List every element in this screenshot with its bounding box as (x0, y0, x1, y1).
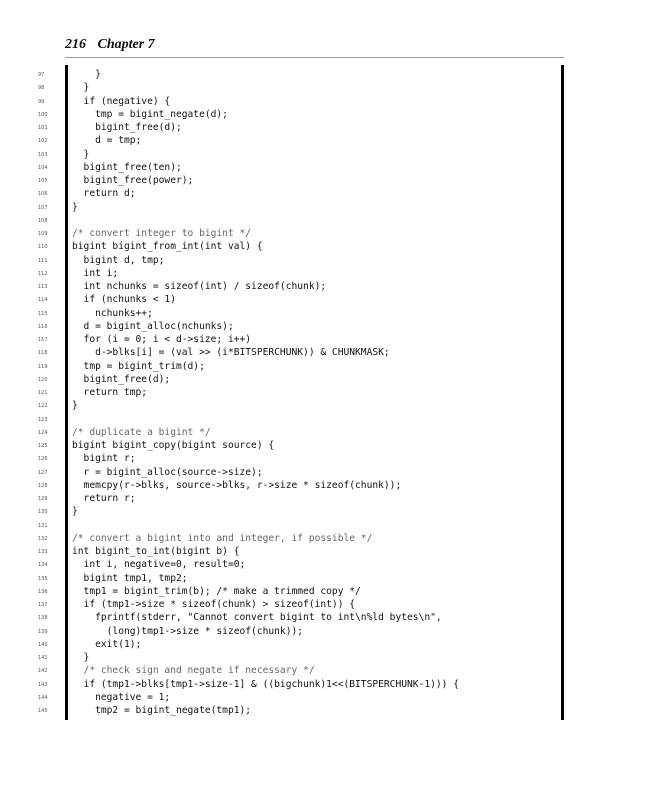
code-text: fprintf(stderr, "Cannot convert bigint to int\n%ld bytes\n", (72, 612, 442, 624)
code-text: int i; (72, 267, 119, 279)
line-number: 116 (38, 323, 48, 330)
code-text: negative = 1; (72, 691, 171, 703)
code-line (0, 611, 649, 624)
line-number: 143 (38, 681, 48, 688)
code-text: } (72, 400, 78, 412)
code-text: for (i = 0; i < d->size; i++) (72, 334, 252, 345)
code-text: bigint d, tmp; (72, 254, 165, 266)
code-text: if (tmp1->size * sizeof(chunk) > sizeof(int)) { (72, 599, 356, 610)
code-comment: /* duplicate a bigint */ (72, 426, 211, 438)
line-number: 99 (38, 98, 45, 105)
page-number: 216 (65, 37, 86, 52)
code-line (0, 293, 649, 306)
line-number: 132 (38, 535, 48, 542)
line-number: 144 (38, 694, 48, 701)
code-line (0, 572, 649, 585)
line-number: 108 (38, 217, 48, 224)
code-text: int bigint_to_int(bigint b) { (72, 546, 240, 557)
code-text: tmp1 = bigint_trim(b); /* make a trimmed copy */ (72, 585, 361, 597)
chapter-title: Chapter 7 (97, 37, 155, 52)
code-text: bigint_free(ten); (72, 161, 182, 173)
code-line (0, 320, 649, 333)
code-line (0, 95, 649, 108)
line-number: 110 (38, 244, 48, 251)
code-text: r = bigint_alloc(source->size); (72, 466, 263, 478)
code-line (0, 466, 649, 479)
code-line (0, 492, 649, 505)
code-text: d->blks[i] = (val >> (i*BITSPERCHUNK)) & CHUNKMASK; (72, 347, 390, 359)
code-line (0, 227, 649, 240)
line-number: 127 (38, 469, 48, 476)
code-line (0, 187, 649, 200)
line-number: 119 (38, 363, 48, 370)
line-number: 145 (38, 708, 48, 714)
code-line (0, 585, 649, 598)
code-line (0, 452, 649, 465)
line-number: 123 (38, 416, 48, 423)
code-line (0, 399, 649, 412)
code-text: int i, negative=0, result=0; (72, 559, 246, 571)
code-line (0, 691, 649, 704)
line-number: 102 (38, 138, 48, 145)
line-number: 100 (38, 111, 48, 118)
code-line (0, 254, 649, 267)
code-comment: /* check sign and negate if necessary */ (72, 665, 315, 677)
line-number: 121 (38, 390, 48, 396)
code-line (0, 240, 649, 253)
code-text: bigint_free(d); (72, 122, 182, 133)
line-number: 111 (38, 257, 48, 264)
page-header (65, 37, 155, 53)
header-rule (65, 57, 564, 58)
code-text: } (72, 69, 101, 80)
line-number: 98 (38, 85, 45, 92)
code-text: bigint bigint_copy(bigint source) { (72, 440, 275, 451)
code-line (0, 558, 649, 571)
code-comment: /* convert integer to bigint */ (72, 228, 252, 239)
code-line (0, 598, 649, 611)
line-number: 107 (38, 204, 48, 211)
line-number: 106 (38, 191, 48, 198)
code-line (0, 134, 649, 147)
line-number: 126 (38, 456, 48, 463)
code-text: return tmp; (72, 387, 148, 398)
code-line (0, 108, 649, 121)
code-line (0, 81, 649, 94)
code-text: if (nchunks < 1) (72, 294, 176, 306)
code-text: } (72, 148, 90, 160)
line-number: 136 (38, 588, 48, 595)
code-line (0, 664, 649, 677)
code-line (0, 161, 649, 174)
code-comment: /* convert a bigint into and integer, if possible */ (72, 532, 373, 544)
code-line (0, 505, 649, 518)
line-number: 122 (38, 403, 48, 410)
line-number: 117 (38, 337, 48, 343)
code-line (0, 360, 649, 373)
code-text: bigint bigint_from_int(int val) { (72, 241, 263, 253)
line-number: 114 (38, 297, 48, 304)
line-number: 138 (38, 615, 48, 622)
code-line (0, 704, 649, 717)
line-number: 137 (38, 602, 48, 608)
code-text: int nchunks = sizeof(int) / sizeof(chunk); (72, 281, 327, 292)
code-line (0, 638, 649, 651)
line-number: 118 (38, 350, 48, 357)
code-line (0, 201, 649, 214)
code-line (0, 307, 649, 320)
line-number: 125 (38, 443, 48, 449)
code-line (0, 280, 649, 293)
line-number: 109 (38, 231, 48, 237)
code-line (0, 121, 649, 134)
code-line (0, 545, 649, 558)
line-number: 142 (38, 668, 48, 675)
line-number: 128 (38, 482, 48, 489)
code-line (0, 426, 649, 439)
code-text: return r; (72, 493, 136, 504)
line-number: 129 (38, 496, 48, 502)
code-listing (0, 68, 649, 717)
line-number: 134 (38, 562, 48, 569)
code-text: } (72, 201, 78, 213)
code-line (0, 386, 649, 399)
code-text: bigint tmp1, tmp2; (72, 572, 188, 584)
code-line (0, 678, 649, 691)
code-line (0, 413, 649, 426)
code-text: bigint_free(d); (72, 373, 171, 385)
code-line (0, 625, 649, 638)
code-line (0, 214, 649, 227)
code-text: bigint_free(power); (72, 175, 194, 186)
code-text: d = bigint_alloc(nchunks); (72, 320, 234, 332)
code-line (0, 439, 649, 452)
code-line (0, 346, 649, 359)
code-line (0, 174, 649, 187)
code-line (0, 148, 649, 161)
line-number: 105 (38, 178, 48, 184)
code-text: nchunks++; (72, 307, 153, 319)
code-text: tmp2 = bigint_negate(tmp1); (72, 705, 252, 716)
code-line (0, 651, 649, 664)
code-line (0, 333, 649, 346)
code-line (0, 519, 649, 532)
code-text: (long)tmp1->size * sizeof(chunk)); (72, 625, 304, 637)
code-text: tmp = bigint_trim(d); (72, 360, 205, 372)
line-number: 113 (38, 284, 48, 290)
code-text: memcpy(r->blks, source->blks, r->size * sizeof(chunk)); (72, 479, 402, 491)
code-line (0, 267, 649, 280)
code-text: } (72, 652, 90, 663)
line-number: 120 (38, 376, 48, 383)
line-number: 101 (38, 125, 48, 131)
line-number: 140 (38, 641, 48, 648)
code-text: if (tmp1->blks[tmp1->size-1] & ((bigchunk)1<<(BITSPERCHUNK-1))) { (72, 678, 459, 690)
line-number: 131 (38, 522, 48, 529)
code-text: d = tmp; (72, 135, 142, 147)
line-number: 133 (38, 549, 48, 555)
code-text: bigint r; (72, 453, 136, 465)
code-line (0, 532, 649, 545)
code-line (0, 373, 649, 386)
code-text: tmp = bigint_negate(d); (72, 108, 228, 120)
code-text: exit(1); (72, 638, 142, 650)
code-text: } (72, 82, 90, 94)
line-number: 139 (38, 628, 48, 635)
line-number: 112 (38, 270, 48, 277)
line-number: 115 (38, 310, 48, 317)
code-text: } (72, 506, 78, 518)
code-line (0, 68, 649, 81)
line-number: 124 (38, 429, 48, 436)
line-number: 103 (38, 151, 48, 158)
line-number: 141 (38, 655, 48, 661)
code-line (0, 479, 649, 492)
line-number: 97 (38, 72, 45, 78)
line-number: 135 (38, 575, 48, 582)
line-number: 104 (38, 164, 48, 171)
line-number: 130 (38, 509, 48, 516)
code-text: return d; (72, 188, 136, 200)
code-text: if (negative) { (72, 95, 171, 107)
